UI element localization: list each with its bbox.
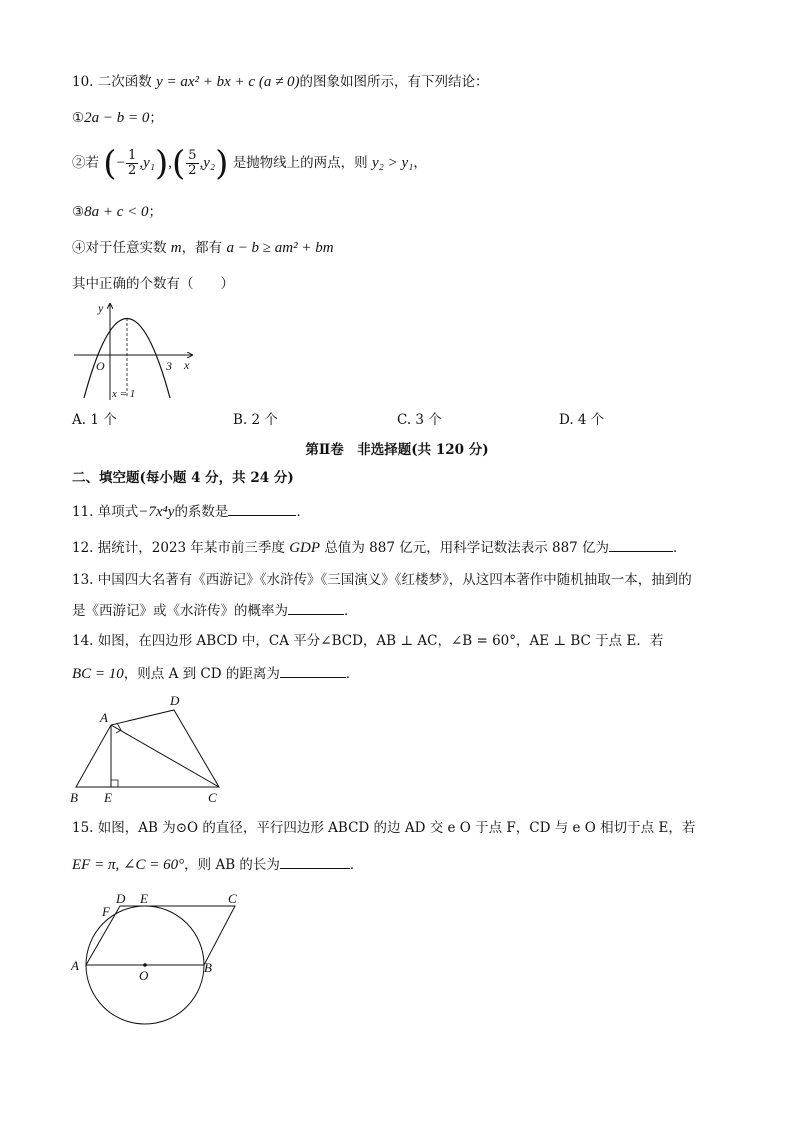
q10-option-a[interactable]: A. 1 个 <box>72 412 117 428</box>
q10-option-d[interactable]: D. 4 个 <box>559 412 605 428</box>
part2-title: 第Ⅱ卷 非选择题(共 120 分) <box>305 442 489 458</box>
q15-circle-parallelogram-figure <box>66 888 248 1046</box>
fraction-five-halves: $\frac{5}{2}$ <box>188 148 197 178</box>
label-b: B <box>70 790 78 805</box>
q14-quadrilateral-figure <box>66 690 236 808</box>
label-o: O <box>139 968 149 983</box>
label-c: C <box>208 790 217 805</box>
q15-answer-blank[interactable] <box>280 854 350 869</box>
q13-answer-blank[interactable] <box>288 600 344 615</box>
q14-line-1: 14. 如图，在四边形 ABCD 中，CA 平分∠BCD，AB ⊥ AC，∠B = 60°，AE ⊥ BC 于点 E．若 <box>72 633 664 649</box>
fraction-neg-half: $\frac{1}{2}$ <box>128 148 137 178</box>
graph-x-label: x <box>184 358 190 372</box>
label-a: A <box>71 958 79 973</box>
q11: 11. 单项式−7x⁴y的系数是 ． <box>72 501 310 522</box>
q10-formula: y = ax² + bx + c (a ≠ 0) <box>156 74 300 90</box>
q10-statement-4: ④对于任意实数 m，都有 a − b ≥ am² + bm <box>72 240 334 256</box>
q13-line-2: 是《西游记》或《水浒传》的概率为 ． <box>72 600 358 621</box>
label-a: A <box>100 710 108 725</box>
center-point <box>143 963 147 967</box>
q11-answer-blank[interactable] <box>228 501 296 516</box>
q10-statement-2: ②若 (− $\frac{1}{2}$ ,y₁),( $\frac{5}{2}$ ,y₂) 是抛物线上的两点，则 y₂ > y₁， <box>72 143 427 184</box>
q10-statement-1: ①2a − b = 0； <box>72 110 163 126</box>
q10-number: 10. <box>72 74 94 90</box>
q10-option-c[interactable]: C. 3 个 <box>397 412 442 428</box>
label-e: E <box>140 891 148 906</box>
label-c: C <box>228 891 237 906</box>
graph-origin-label: O <box>96 359 105 373</box>
label-d: D <box>170 693 180 708</box>
label-e: E <box>104 790 112 805</box>
label-d: D <box>116 891 126 906</box>
q10-parabola-graph <box>70 298 200 402</box>
q10-stem <box>72 72 489 92</box>
q11-monomial: −7x⁴y <box>138 504 175 520</box>
segment-ac <box>111 725 219 787</box>
quad-abcd <box>76 710 219 787</box>
q15-line-2: EF = π, ∠C = 60°，则 AB 的长为 ． <box>72 854 363 875</box>
graph-axis-label: x = 1 <box>112 388 136 400</box>
q10-statement-3: ③8a + c < 0； <box>72 204 163 220</box>
q15-line-1: 15. 如图，AB 为⊙O 的直径，平行四边形 ABCD 的边 AD 交 e O 于点 F，CD 与 e O 相切于点 E，若 <box>72 820 696 836</box>
q10-intro: 二次函数 <box>97 74 152 90</box>
q14-answer-blank[interactable] <box>280 663 346 678</box>
graph-y-label: y <box>98 301 104 315</box>
q12-answer-blank[interactable] <box>609 537 673 552</box>
q13-line-1: 13. 中国四大名著有《西游记》《水浒传》《三国演义》《红楼梦》，从这四本著作中随机抽取一本，抽到的 <box>72 572 692 588</box>
right-angle-e <box>111 780 118 787</box>
graph-root-label: 3 <box>166 359 172 373</box>
q10-option-b[interactable]: B. 2 个 <box>233 412 278 428</box>
section-fill-in-title: 二、填空题(每小题 4 分，共 24 分) <box>72 470 294 486</box>
label-b: B <box>204 960 212 975</box>
q10-question: 其中正确的个数有（ ） <box>72 276 234 292</box>
q14-line-2: BC = 10，则点 A 到 CD 的距离为 ． <box>72 663 359 684</box>
q10-tail: 的图象如图所示，有下列结论： <box>299 74 489 90</box>
q12: 12. 据统计，2023 年某市前三季度 GDP 总值为 887 亿元，用科学记数法表示 887 亿为 ． <box>72 537 687 558</box>
label-f: F <box>102 904 110 919</box>
